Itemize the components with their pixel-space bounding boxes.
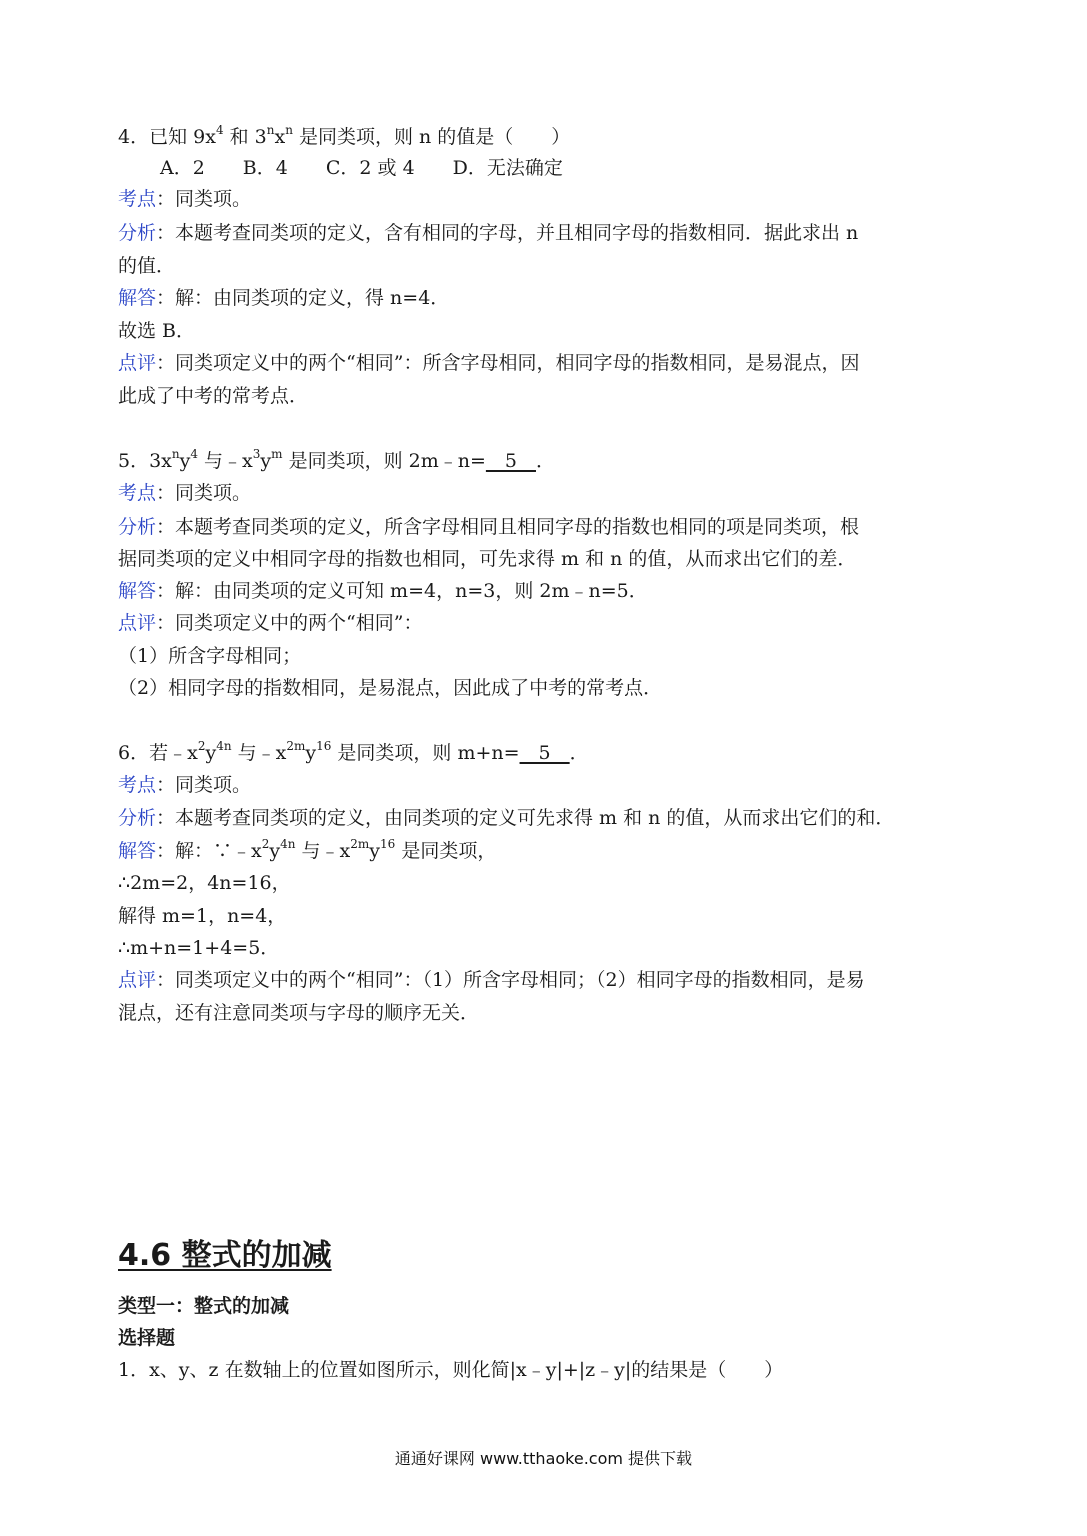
q6-step-1: ∴2m=2，4n=16，: [118, 872, 291, 894]
kaodian-label: 考点: [118, 188, 157, 210]
q6-jieda: 解答：解：$\because﹣x^2y^{4n}$ 与$﹣x^{2m}y^{16}$ 是同类项，: [118, 837, 497, 862]
dianping-label: 点评: [118, 352, 157, 374]
q5-answer: 5: [485, 450, 536, 472]
q5-stem: 5．$3x^ny^4$ 与$﹣x^3y^m$ 是同类项，则 2m﹣n= 5 ．: [118, 447, 555, 472]
page-footer: 通通好课网 www.tthaoke.com 提供下载: [394, 1449, 693, 1468]
q4-jieda-2: 故选 B．: [118, 320, 196, 342]
q4-dianping-2: 此成了中考的常考点．: [118, 385, 309, 407]
q5-dianping-3: （2）相同字母的指数相同，是易混点，因此成了中考的常考点．: [118, 677, 663, 699]
dianping-label: 点评: [118, 612, 157, 634]
q5-dianping-2: （1）所含字母相同；: [118, 645, 302, 667]
section-q1: 1．x、y、z 在数轴上的位置如图所示，则化简|x﹣y|+|z﹣y|的结果是（ ）: [118, 1359, 784, 1381]
sub-heading: 选择题: [118, 1327, 176, 1349]
q4-fenxi-1: 分析：本题考查同类项的定义，含有相同的字母，并且相同字母的指数相同．据此求出 n: [118, 222, 859, 244]
q5-jieda: 解答：解：由同类项的定义可知 m=4，n=3，则 2m﹣n=5．: [118, 580, 648, 602]
q6-dianping-1: 点评：同类项定义中的两个“相同”：（1）所含字母相同；（2）相同字母的指数相同，是易: [118, 969, 865, 991]
jieda-label: 解答: [118, 840, 157, 862]
fenxi-label: 分析: [118, 222, 157, 244]
q5-dianping-1: 点评：同类项定义中的两个“相同”：: [118, 612, 423, 634]
jieda-label: 解答: [118, 287, 157, 309]
q4-options: A．2 B．4 C．2 或 4 D．无法确定: [160, 157, 563, 179]
q4-dianping-1: 点评：同类项定义中的两个“相同”：所含字母相同，相同字母的指数相同，是易混点，因: [118, 352, 860, 374]
q6-dianping-2: 混点，还有注意同类项与字母的顺序无关．: [118, 1002, 480, 1024]
q4-jieda: 解答：解：由同类项的定义，得 n=4．: [118, 287, 450, 309]
q6-answer: 5: [519, 742, 570, 764]
kaodian-label: 考点: [118, 482, 157, 504]
q6-fenxi-1: 分析：本题考查同类项的定义，由同类项的定义可先求得 m 和 n 的值，从而求出它们的和．: [118, 807, 895, 829]
fenxi-label: 分析: [118, 807, 157, 829]
q6-stem: 6．若$﹣x^2y^{4n}$ 与$﹣x^{2m}y^{16}$ 是同类项，则 m+n= 5 ．: [118, 739, 589, 764]
q6-step-3: ∴m+n=1+4=5．: [118, 937, 280, 959]
q4-fenxi-2: 的值．: [118, 255, 176, 277]
jieda-label: 解答: [118, 580, 157, 602]
section-title: 4.6 整式的加减: [118, 1238, 332, 1273]
q5-kaodian: 考点：同类项。: [118, 482, 252, 504]
type-heading: 类型一：整式的加减: [118, 1295, 290, 1317]
q4-stem: 4．已知 $9x^4$ 和 $3^nx^n$ 是同类项，则 n 的值是（ ）: [118, 123, 571, 148]
q5-fenxi-2: 据同类项的定义中相同字母的指数也相同，可先求得 m 和 n 的值，从而求出它们的差．: [118, 548, 857, 570]
fenxi-label: 分析: [118, 516, 157, 538]
kaodian-label: 考点: [118, 774, 157, 796]
q6-step-2: 解得 m=1，n=4，: [118, 905, 287, 927]
q5-fenxi-1: 分析：本题考查同类项的定义，所含字母相同且相同字母的指数也相同的项是同类项，根: [118, 516, 860, 538]
dianping-label: 点评: [118, 969, 157, 991]
q4-kaodian: 考点：同类项。: [118, 188, 252, 210]
q6-kaodian: 考点：同类项。: [118, 774, 252, 796]
